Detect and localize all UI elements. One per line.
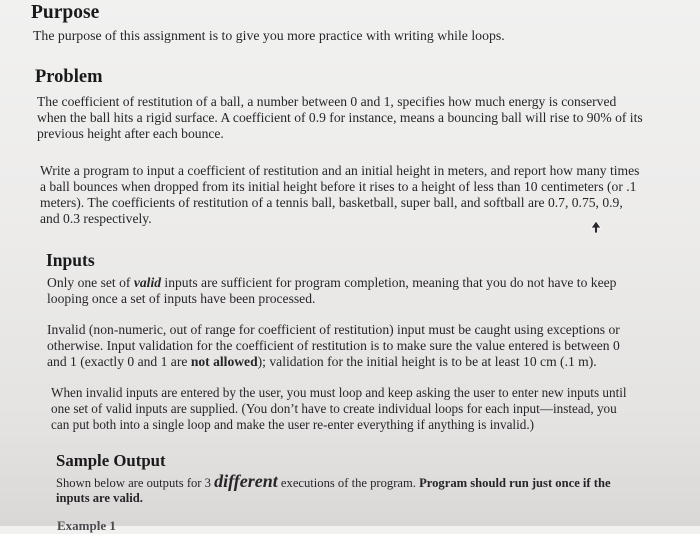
inputs-p2-part-a: Invalid (non-numeric, out of range for coefficient of restitution) input must be caught using exceptions or otherwise. Input validation for the coefficient of restitution is to make sure the value entered is between 0 and 1 (exactly 0 and 1 are <box>47 322 620 369</box>
purpose-text: The purpose of this assignment is to give you more practice with writing while loops. <box>33 28 505 43</box>
inputs-p1-part-b: inputs are sufficient for program completion, meaning that you do not have to keep looping once a set of inputs have been processed. <box>47 275 617 306</box>
inputs-p2-part-b: ); validation for the initial height is to be at least 10 cm (.1 m). <box>257 354 597 369</box>
problem-paragraph-2: Write a program to input a coefficient of restitution and an initial height in meters, and report how many times a ball bounces when dropped from its initial height before it rises to a height of less than 10 centimeters (or .1 meters). The coefficients of restitution of a tennis ball, basketball, super ball, and softball are 0.7, 0.75, 0.9, and 0.3 respectively. <box>40 163 640 226</box>
mouse-pointer-icon <box>589 220 603 234</box>
sample-part-a: Shown below are outputs for 3 <box>56 476 215 490</box>
inputs-p1-part-a: Only one set of <box>47 275 134 290</box>
problem-heading: Problem <box>35 67 103 87</box>
sample-part-b: executions of the program. <box>277 476 420 490</box>
problem-paragraph-1: The coefficient of restitution of a ball, a number between 0 and 1, specifies how much energy is conserved when the ball hits a rigid surface. A coefficient of 0.9 for instance, means a bouncing ball will rise to 90% of its previous height after each bounce. <box>37 94 643 141</box>
inputs-paragraph-3: When invalid inputs are entered by the user, you must loop and keep asking the user to enter new inputs until one set of valid inputs are supplied. (You don’t have to create individual loops for each input—instead, you can put both into a single loop and make the user re-enter everything if anything is invalid.) <box>51 385 627 432</box>
inputs-paragraph-1 <box>47 275 637 307</box>
sample-output-heading: Sample Output <box>56 451 166 470</box>
example-1-label: Example 1 <box>57 518 116 533</box>
purpose-heading: Purpose <box>31 2 100 23</box>
sample-output-text <box>56 471 636 506</box>
sample-bold-note: Program should run just once if the inputs are valid. <box>56 476 611 505</box>
sample-different: different <box>214 471 278 491</box>
inputs-paragraph-2 <box>47 322 637 370</box>
inputs-p1-valid: valid <box>133 275 162 290</box>
inputs-heading: Inputs <box>46 250 95 270</box>
inputs-p2-not-allowed: not allowed <box>190 354 258 369</box>
